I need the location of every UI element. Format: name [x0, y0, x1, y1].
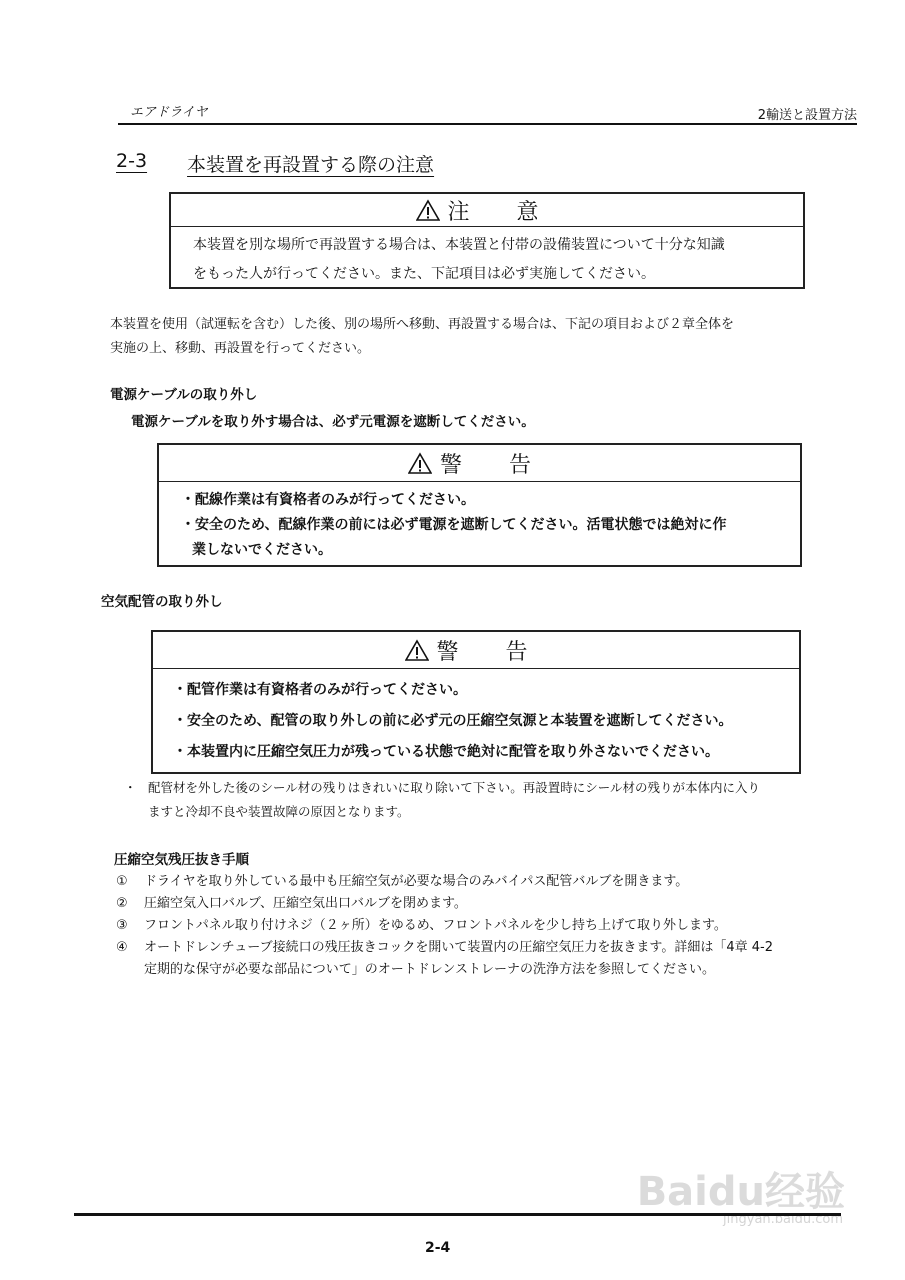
step-text: 圧縮空気入口バルブ、圧縮空気出口バルブを閉めます。: [144, 896, 467, 911]
intro-line: 実施の上、移動、再設置を行ってください。: [110, 341, 371, 356]
power-warning-line: 業しないでください。: [192, 542, 332, 558]
power-warning-title: 警 告: [440, 452, 551, 478]
depressurize-heading: 圧縮空気残圧抜き手順: [114, 852, 249, 868]
footer-rule: [74, 1213, 841, 1216]
warning-triangle-icon: [416, 199, 440, 221]
power-cable-text: 電源ケーブルを取り外す場合は、必ず元電源を遮断してください。: [131, 414, 535, 430]
piping-note-line: ますと冷却不良や装置故障の原因となります。: [148, 804, 410, 819]
power-warning-box: [157, 443, 802, 567]
piping-note-bullet: ・: [124, 780, 137, 795]
procedure-step: [116, 915, 773, 937]
piping-warning-line: ・安全のため、配管の取り外しの前に必ず元の圧縮空気源と本装置を遮断してください。: [173, 713, 733, 729]
warning-triangle-icon: [408, 452, 432, 474]
piping-note-line: 配管材を外した後のシール材の残りはきれいに取り除いて下さい。再設置時にシール材の残りが本体内に入り: [148, 780, 761, 795]
power-warning-header: [159, 445, 800, 482]
air-piping-heading: 空気配管の取り外し: [101, 594, 223, 610]
piping-warning-line: ・配管作業は有資格者のみが行ってください。: [173, 682, 467, 698]
procedure-step: [116, 871, 773, 893]
baidu-watermark: Baidu经验: [636, 1169, 845, 1215]
step-number: ④: [116, 940, 128, 955]
power-cable-heading: 電源ケーブルの取り外し: [110, 387, 258, 403]
depressurize-steps: [116, 871, 773, 981]
caution-line: 本装置を別な場所で再設置する場合は、本装置と付帯の設備装置について十分な知識: [193, 237, 725, 253]
caution-box: [169, 192, 805, 289]
caution-body: [171, 227, 803, 289]
caution-line: をもった人が行ってください。また、下記項目は必ず実施してください。: [193, 266, 655, 282]
piping-warning-line: ・本装置内に圧縮空気圧力が残っている状態で絶対に配管を取り外さないでください。: [173, 744, 719, 760]
baidu-watermark-url: jingyan.baidu.com: [723, 1212, 843, 1227]
step-number: ③: [116, 918, 128, 933]
step-number: ①: [116, 874, 128, 889]
power-warning-body: [159, 482, 800, 563]
piping-warning-body: [153, 669, 799, 768]
step-text: ドライヤを取り外している最中も圧縮空気が必要な場合のみバイパス配管バルブを開きます。: [144, 874, 689, 889]
header-right-chapter: 2輸送と設置方法: [757, 108, 857, 123]
caution-box-header: [171, 194, 803, 227]
piping-note: [148, 776, 760, 824]
caution-title: 注 意: [447, 199, 559, 225]
procedure-step-continuation: 定期的な保守が必要な部品について」のオートドレンストレーナの洗浄方法を参照してください。: [144, 962, 716, 977]
section-heading: 本装置を再設置する際の注意: [187, 154, 435, 176]
intro-paragraph: [110, 313, 734, 361]
step-number: ②: [116, 896, 128, 911]
page-number: 2-4: [425, 1240, 451, 1256]
step-text: フロントパネル取り付けネジ（２ヶ所）をゆるめ、フロントパネルを少し持ち上げて取り外します。: [144, 918, 727, 933]
warning-triangle-icon: [405, 639, 429, 661]
procedure-step: [116, 893, 773, 915]
section-title: [116, 150, 434, 177]
header-rule: [118, 123, 857, 125]
piping-warning-header: [153, 632, 799, 669]
piping-warning-title: 警 告: [436, 639, 548, 665]
power-warning-line: ・配線作業は有資格者のみが行ってください。: [181, 492, 475, 508]
procedure-step: [116, 937, 773, 959]
intro-line: 本装置を使用（試運転を含む）した後、別の場所へ移動、再設置する場合は、下記の項目および２章全体を: [110, 317, 735, 332]
section-number: 2-3: [116, 150, 148, 172]
step-text: オートドレンチューブ接続口の残圧抜きコックを開いて装置内の圧縮空気圧力を抜きます。詳細は「4章 4-2: [144, 940, 773, 955]
piping-warning-box: [151, 630, 801, 774]
power-warning-line: ・安全のため、配線作業の前には必ず電源を遮断してください。活電状態では絶対に作: [181, 517, 727, 533]
header-left-title: エアドライヤ: [130, 105, 208, 120]
